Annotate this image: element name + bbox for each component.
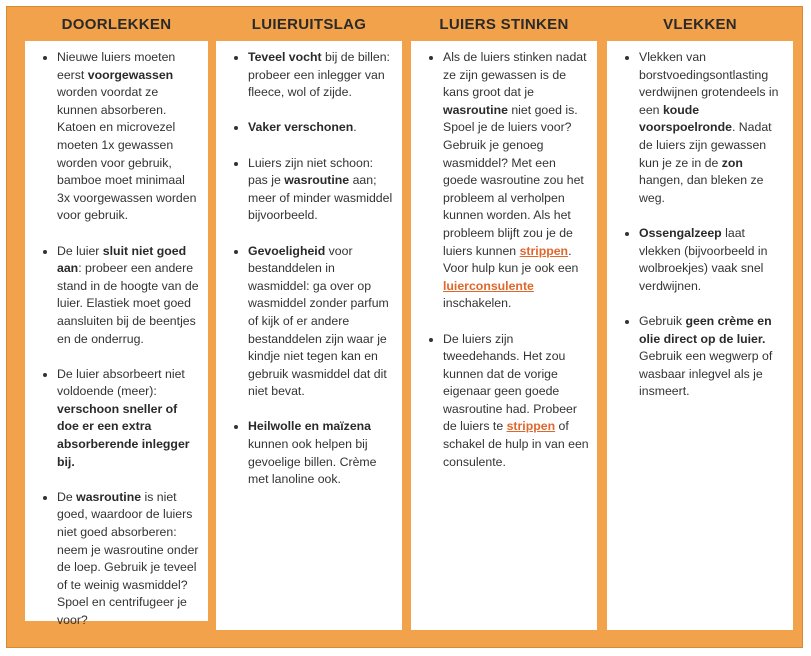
column-panel (607, 41, 793, 630)
tip-text: kunnen ook helpen bij gevoelige billen. Crème met lanoline ook. (248, 437, 377, 487)
column-vlekken (607, 7, 793, 399)
tip-text: De luiers zijn tweedehands. Het zou kunnen dat de vorige eigenaar geen goede wasroutine had. Probeer de luiers te (443, 331, 577, 434)
tip-text: hangen, dan bleken ze weg. (639, 173, 764, 205)
tips-list (613, 49, 785, 401)
tip-text: . Voor hulp kun je ook een (443, 243, 579, 276)
tip-item (248, 418, 394, 488)
link-strippen[interactable]: strippen (519, 243, 569, 258)
column-panel (216, 41, 402, 630)
emphasis-text: Vaker verschonen (248, 120, 354, 135)
link-luierconsulente[interactable]: luierconsulente (443, 278, 534, 293)
tips-table (6, 6, 803, 648)
tip-item (57, 489, 200, 630)
tip-text: Gebruik (639, 313, 686, 328)
tip-text: niet goed is. Spoel je de luiers voor? Gebruik je genoeg wasmiddel? Met een goede wasroutine zou het probleem al verholpen kunnen worden. Als het probleem blijft zou je de luiers kunnen (443, 102, 584, 258)
tip-item (443, 49, 589, 313)
tip-text: Gebruik een wegwerp of wasbaar inlegvel als je insmeert. (639, 349, 773, 399)
emphasis-text: Gevoeligheid (248, 243, 326, 258)
column-panel (411, 41, 597, 630)
emphasis-text: wasroutine (76, 489, 142, 504)
column-panel (25, 41, 208, 627)
column-luiers-stinken (411, 7, 597, 469)
column-header: DOORLEKKEN (61, 15, 172, 33)
column-header: VLEKKEN (663, 15, 737, 33)
emphasis-text: geen crème en olie direct op de luier. (639, 313, 772, 346)
tip-text: De (57, 489, 77, 504)
tip-text: . (353, 120, 357, 135)
tip-text: bij de billen: probeer een inlegger van fleece, wol of zijde. (248, 50, 390, 100)
emphasis-text: sluit niet goed aan (57, 243, 187, 276)
tip-text: . Nadat de luiers zijn gewassen kun je ze in de (639, 120, 772, 170)
column-header: LUIERUITSLAG (251, 15, 367, 33)
tip-text: worden voordat ze kunnen absorberen. Katoen en microvezel moeten 1x gewassen worden voor gebruik, bamboe moet minimaal 3x voorgewassen worden voor gebruik. (57, 85, 197, 223)
emphasis-text: koude voorspoelronde (639, 102, 732, 135)
tip-item (57, 366, 200, 472)
tip-text: laat vlekken (bijvoorbeeld in wolbroekjes) vaak snel verdwijnen. (639, 225, 768, 293)
tip-text: : probeer een andere stand in de hoogte van de luier. Elastiek moet goed aansluiten bij de beentjes en de onderrug. (57, 261, 199, 346)
tip-item (248, 119, 394, 137)
tip-text: De luier absorbeert niet voldoende (meer): (57, 366, 185, 399)
tip-text: aan; meer of minder wasmiddel bijvoorbeeld. (248, 173, 393, 223)
emphasis-text: wasroutine (284, 173, 350, 188)
emphasis-text: verschoon sneller of doe er een extra absorberende inlegger bij. (57, 401, 190, 469)
tips-list (222, 49, 394, 489)
tip-item (248, 155, 394, 225)
tip-text: Vlekken van borstvoedingsontlasting verdwijnen grotendeels in een (639, 50, 779, 117)
tip-item (443, 331, 589, 472)
tip-text: Luiers zijn niet schoon: pas je (248, 155, 374, 188)
tip-text: De luier (57, 243, 103, 258)
emphasis-text: zon (721, 155, 743, 170)
column-luieruitslag (216, 7, 402, 487)
column-doorlekken (25, 7, 208, 627)
emphasis-text: Heilwolle en maïzena (248, 419, 372, 434)
emphasis-text: wasroutine (443, 102, 508, 117)
tip-item (639, 49, 785, 207)
tip-item (248, 49, 394, 102)
tip-text: voor bestanddelen in wasmiddel: ga over op wasmiddel zonder parfum of kijk of er andere bestanddelen zijn waar je kindje niet tegen kan en gebruik wasmiddel dat dit niet bevat. (248, 243, 389, 399)
tip-item (639, 313, 785, 401)
tip-item (57, 49, 200, 225)
tip-text: of schakel de hulp in van een consulente. (443, 419, 589, 469)
tip-text: Nieuwe luiers moeten eerst (57, 50, 176, 82)
tip-text: is niet goed, waardoor de luiers niet goed absorberen: neem je wasroutine onder de loep. Gebruik je teveel of te weinig wasmiddel? Spoel en centrifugeer je voor? (57, 489, 199, 627)
tips-list (417, 49, 589, 471)
column-header: LUIERS STINKEN (439, 15, 569, 33)
link-strippen[interactable]: strippen (506, 419, 556, 434)
tip-item (248, 243, 394, 401)
emphasis-text: voorgewassen (87, 67, 174, 82)
tip-item (639, 225, 785, 295)
tip-text: inschakelen. (443, 296, 512, 311)
tips-list (31, 49, 200, 630)
emphasis-text: Teveel vocht (248, 50, 322, 64)
emphasis-text: Ossengalzeep (639, 225, 722, 240)
tip-item (57, 243, 200, 349)
tip-text: Als de luiers stinken nadat ze zijn gewassen is de kans groot dat je (443, 50, 587, 100)
